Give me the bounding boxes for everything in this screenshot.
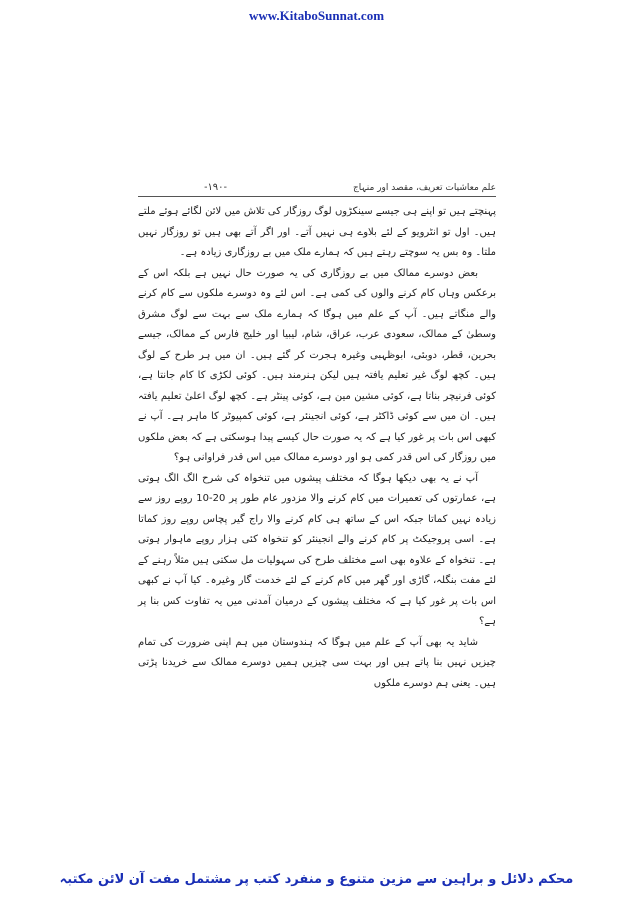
book-page xyxy=(138,182,496,694)
paragraph: آپ نے یہ بھی دیکھا ہوگا کہ مختلف پیشوں میں تنخواہ کی شرح الگ الگ ہوتی ہے، عمارتوں کی تعمیرات میں کام کرنے والا مزدور عام طور پر 20-10 روپے روز سے زیادہ نہیں کماتا جبکہ اس کے ساتھ ہی کام کرنے والا راج گیر پچاس روپے روز کماتا ہے۔ اسی پروجیکٹ پر کام کرنے والے انجینئر کو تنخواہ کئی ہزار روپے ماہوار ہوتی ہے۔ تنخواہ کے علاوہ بھی اسے مختلف طرح کی سہولیات مل سکتی ہیں مثلاً رہنے کے لئے مفت بنگلہ، گاڑی اور گھر میں کام کرنے کے لئے خدمت گار وغیرہ۔ کیا آپ نے کبھی اس بات پر غور کیا ہے کہ مختلف پیشوں کے درمیان آمدنی میں یہ تفاوت کس بنا پر ہے؟ xyxy=(138,472,497,627)
page-body xyxy=(138,202,496,694)
running-header xyxy=(138,182,496,197)
library-banner[interactable]: محکم دلائل و براہین سے مزین متنوع و منفرد کتب پر مشتمل مفت آن لائن مکتبہ xyxy=(59,872,574,887)
chapter-title: علم معاشیات تعریف، مقصد اور منہاج xyxy=(352,183,496,193)
paragraph: بعض دوسرے ممالک میں بے روزگاری کی یہ صورت حال نہیں ہے بلکہ اس کے برعکس وہاں کام کرنے والوں کی کمی ہے۔ اس لئے وہ دوسرے ملکوں سے کام کرنے والے منگاتے ہیں۔ آپ کے علم میں ہوگا کہ ہمارے ملک سے بہت سے لوگ مشرق وسطیٰ کے ممالک، سعودی عرب، عراق، شام، لیبیا اور خلیج فارس کے ممالک، جیسے بحرین، قطر، دوبئی، ابوظہبی وغیرہ ہجرت کر گئے ہیں۔ ان میں ہر طرح کے لوگ ہیں۔ کچھ لوگ غیر تعلیم یافتہ ہیں لیکن ہنرمند ہیں۔ کوئی لکڑی کا کام جانتا ہے، کوئی فرنیچر بناتا ہے، کوئی مشین مین ہے، کوئی پینٹر ہے۔ کچھ لوگ اعلیٰ تعلیم یافتہ ہیں۔ ان میں سے کوئی ڈاکٹر ہے، کوئی انجینئر ہے، کوئی کمپیوٹر کا ماہر ہے۔ آپ نے کبھی اس بات پر غور کیا ہے کہ یہ صورت حال کیسے پیدا ہوسکتی ہے کہ بعض ملکوں میں روزگار کی اس قدر کمی ہو اور دوسرے ممالک میں اس قدر فراوانی ہو؟ xyxy=(138,267,496,463)
paragraph: پہنچتے ہیں تو اپنے ہی جیسے سینکڑوں لوگ روزگار کی تلاش میں لائن لگائے ہوئے ملتے ہیں۔ اول تو انٹرویو کے لئے بلاوے ہی نہیں آتے۔ اور اگر آتے بھی ہیں تو روزگار نہیں ملتا۔ وہ بس یہ سوچتے رہتے ہیں کہ ہمارے ملک میں بے روزگاری زیادہ ہے۔ xyxy=(138,206,496,258)
paragraph: شاید یہ بھی آپ کے علم میں ہوگا کہ ہندوستان میں ہم اپنی ضرورت کی تمام چیزیں نہیں بنا پاتے ہیں اور بہت سی چیزیں ہمیں دوسرے ممالک سے خریدنا پڑتی ہیں۔ یعنی ہم دوسرے ملکوں xyxy=(138,636,496,689)
site-link[interactable]: www.KitaboSunnat.com xyxy=(248,8,385,23)
page-number: -۱۹۰- xyxy=(204,182,227,193)
